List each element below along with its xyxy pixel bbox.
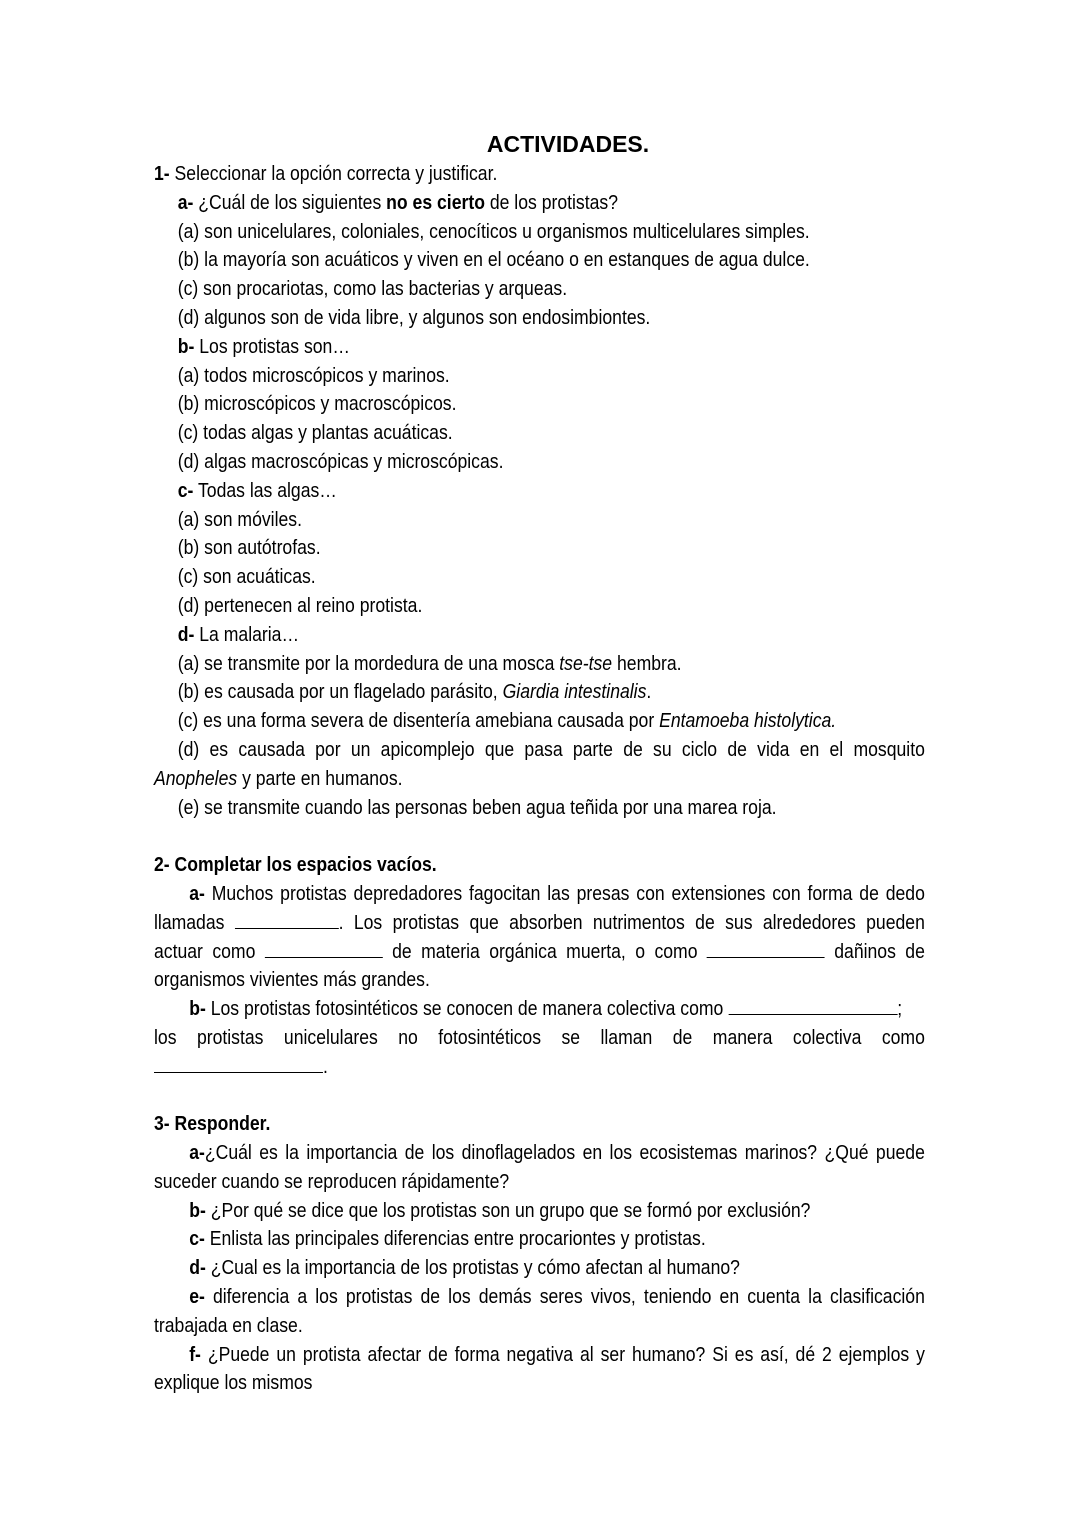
question-1c: c- Todas las algas… (177, 479, 337, 502)
blank-field[interactable] (154, 1054, 323, 1073)
option-1a-b: (b) la mayoría son acuáticos y viven en el océano o en estanques de agua dulce. (177, 249, 810, 272)
option-1c-c: (c) son acuáticas. (177, 566, 316, 589)
question-3b: b- ¿Por qué se dice que los protistas son un grupo que se formó por exclusión? (189, 1199, 811, 1222)
option-1d-a: (a) se transmite por la mordedura de una mosca tse-tse hembra. (177, 652, 682, 675)
option-1d-d-line1: (d) es causada por un apicomplejo que pasa parte de su ciclo de vida en el mosquito (177, 738, 925, 761)
option-1b-d: (d) algas macroscópicas y microscópicas. (177, 450, 504, 473)
section-3-heading: 3- Responder. (154, 1113, 271, 1136)
option-1a-c: (c) son procariotas, como las bacterias y arqueas. (177, 278, 568, 301)
question-3e-line2: trabajada en clase. (154, 1314, 303, 1337)
option-1c-a: (a) son móviles. (177, 508, 302, 531)
question-2a-line2: llamadas . Los protistas que absorben nutrimentos de sus alrededores pueden (154, 911, 925, 934)
option-1b-c: (c) todas algas y plantas acuáticas. (177, 422, 453, 445)
option-1a-d: (d) algunos son de vida libre, y algunos son endosimbiontes. (177, 306, 651, 329)
question-2a-line3: actuar como de materia orgánica muerta, o como dañinos de (154, 940, 925, 963)
document-page (154, 128, 925, 1398)
question-1d: d- La malaria… (177, 623, 300, 646)
section-2-heading: 2- Completar los espacios vacíos. (154, 854, 437, 877)
question-2a-line1: a- Muchos protistas depredadores fagocitan las presas con extensiones con forma de dedo (189, 882, 925, 905)
question-3d: d- ¿Cual es la importancia de los protistas y cómo afectan al humano? (189, 1257, 740, 1280)
option-1d-d-line2: Anopheles y parte en humanos. (154, 767, 403, 790)
section-1-heading: 1- Seleccionar la opción correcta y justificar. (154, 163, 498, 185)
question-2b-line2: los protistas unicelulares no fotosintéticos se llaman de manera colectiva como (154, 1026, 925, 1049)
blank-field[interactable] (707, 939, 825, 958)
blank-field[interactable] (265, 939, 383, 958)
question-3f-line1: f- ¿Puede un protista afectar de forma negativa al ser humano? Si es así, dé 2 ejemplos y (189, 1343, 925, 1366)
option-1d-c: (c) es una forma severa de disentería amebiana causada por Entamoeba histolytica. (177, 710, 837, 733)
question-1a: a- ¿Cuál de los siguientes no es cierto de los protistas? (177, 191, 619, 214)
question-3c: c- Enlista las principales diferencias entre procariontes y protistas. (189, 1228, 706, 1251)
question-1b: b- Los protistas son… (177, 335, 350, 358)
option-1b-a: (a) todos microscópicos y marinos. (177, 364, 450, 387)
question-2b-line3: . (154, 1053, 925, 1082)
question-3a-line2: suceder cuando se reproducen rápidamente? (154, 1170, 510, 1193)
option-1c-d: (d) pertenecen al reino protista. (177, 594, 423, 617)
question-3f-line2: explique los mismos (154, 1372, 313, 1395)
option-1a-a: (a) son unicelulares, coloniales, cenocíticos u organismos multicelulares simples. (177, 220, 810, 243)
question-2b-line1: b- Los protistas fotosintéticos se conocen de manera colectiva como ; (189, 998, 903, 1021)
blank-field[interactable] (235, 910, 339, 929)
question-3a-line1: a-¿Cuál es la importancia de los dinoflagelados en los ecosistemas marinos? ¿Qué puede (189, 1142, 925, 1165)
option-1d-b: (b) es causada por un flagelado parásito, Giardia intestinalis. (177, 681, 652, 704)
option-1c-b: (b) son autótrofas. (177, 537, 321, 560)
option-1b-b: (b) microscópicos y macroscópicos. (177, 393, 457, 416)
option-1d-e: (e) se transmite cuando las personas beben agua teñida por una marea roja. (177, 796, 777, 819)
question-2a-line4: organismos vivientes más grandes. (154, 969, 430, 992)
question-3e-line1: e- diferencia a los protistas de los demás seres vivos, teniendo en cuenta la clasificación (189, 1286, 925, 1309)
activities-body (154, 160, 925, 1398)
blank-field[interactable] (728, 996, 897, 1015)
page-title: ACTIVIDADES. (486, 131, 650, 157)
